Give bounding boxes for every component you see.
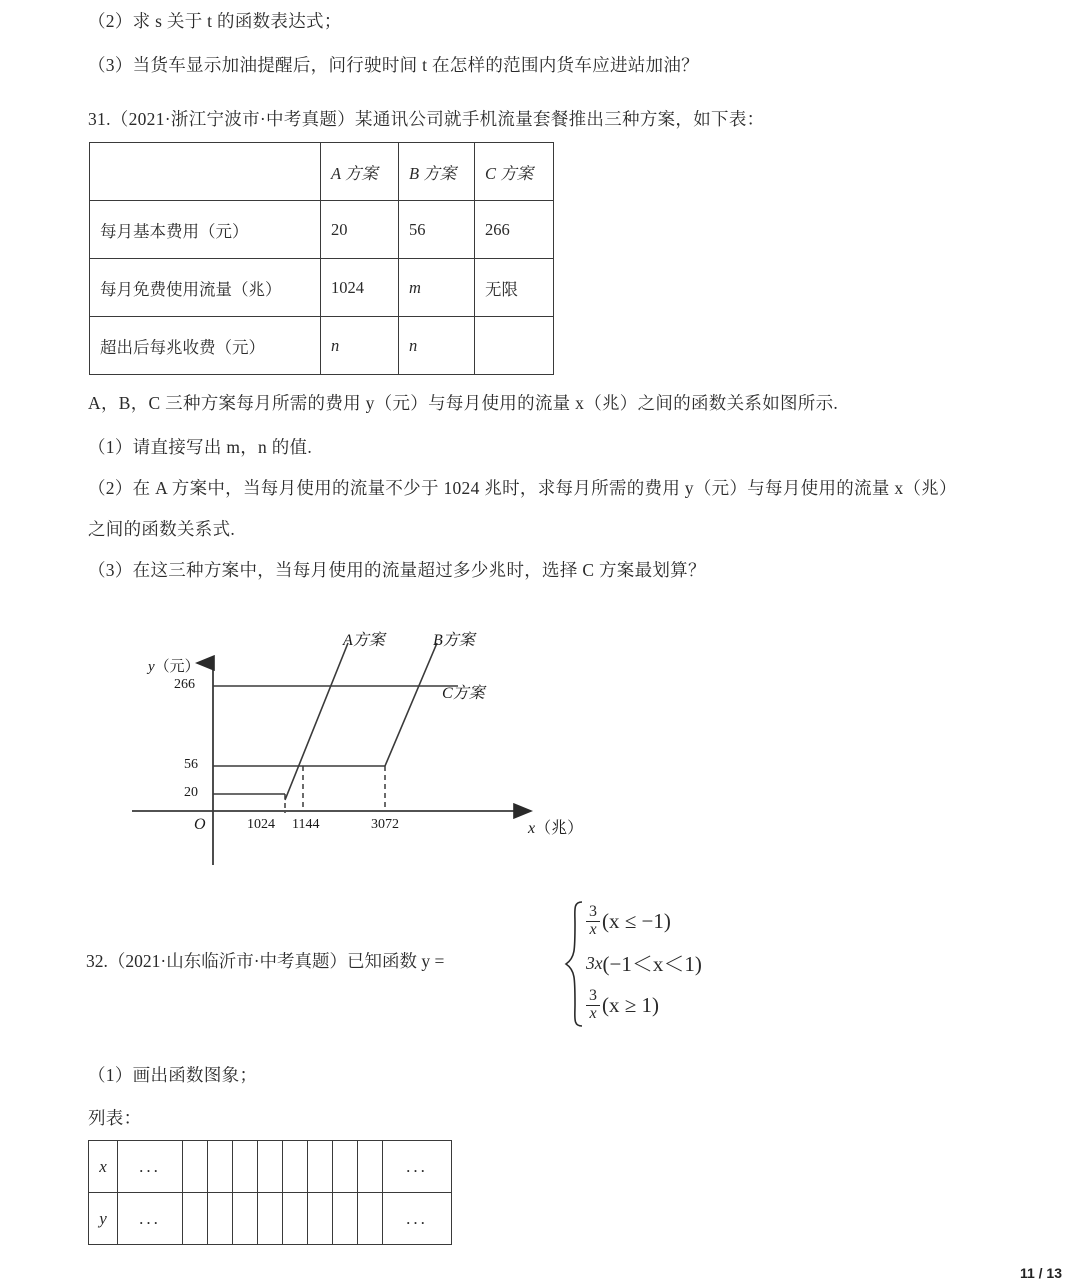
table-cell-empty[interactable] bbox=[283, 1193, 308, 1245]
y-tick-56: 56 bbox=[184, 757, 198, 772]
table-row bbox=[90, 201, 554, 259]
table-cell-header-b: B 方案 bbox=[399, 143, 475, 201]
table-row bbox=[90, 259, 554, 317]
origin-label: O bbox=[194, 816, 206, 833]
table-cell-label: 每月基本费用（元） bbox=[90, 201, 321, 259]
table-cell-empty[interactable] bbox=[208, 1193, 233, 1245]
table-cell-value: 1024 bbox=[321, 259, 399, 317]
table-cell-header-blank bbox=[90, 143, 321, 201]
table-cell-value: 56 bbox=[399, 201, 475, 259]
table-cell-value: n bbox=[321, 317, 399, 375]
table-row-header bbox=[90, 143, 554, 201]
case-row-1 bbox=[586, 900, 702, 942]
table-cell-empty[interactable] bbox=[333, 1193, 358, 1245]
q30-item2: （2）求 s 关于 t 的函数表达式； bbox=[88, 11, 342, 31]
table-cell-value: 20 bbox=[321, 201, 399, 259]
q31-lead: A，B，C 三种方案每月所需的费用 y（元）与每月使用的流量 x（兆）之间的函数关系如图所示. bbox=[88, 393, 839, 413]
x-tick-1024: 1024 bbox=[247, 817, 275, 832]
series-line-a-slope bbox=[285, 643, 348, 800]
series-label-c: C方案 bbox=[442, 685, 485, 702]
table-cell-key-x: x bbox=[89, 1141, 118, 1193]
page-footer: 11 / 13 bbox=[1019, 1265, 1062, 1281]
x-tick-3072: 3072 bbox=[371, 817, 399, 832]
table-cell-header-a: A 方案 bbox=[321, 143, 399, 201]
table-cell-empty[interactable] bbox=[233, 1141, 258, 1193]
table-cell-empty[interactable] bbox=[308, 1141, 333, 1193]
x-axis-label: x（兆） bbox=[528, 820, 584, 837]
q32-stem: 32.（2021·山东临沂市·中考真题）已知函数 y = bbox=[86, 951, 445, 971]
q31-item1: （1）请直接写出 m，n 的值. bbox=[88, 437, 313, 457]
y-tick-20: 20 bbox=[184, 785, 198, 800]
q32-xy-table bbox=[88, 1140, 452, 1245]
table-cell-empty[interactable] bbox=[308, 1193, 333, 1245]
table-cell-dots-right: ... bbox=[383, 1193, 452, 1245]
series-line-b-slope bbox=[385, 643, 437, 766]
table-cell-dots-right: ... bbox=[383, 1141, 452, 1193]
table-row-x bbox=[89, 1141, 452, 1193]
y-axis-label: y（元） bbox=[148, 659, 200, 675]
case-condition-3: (x ≥ 1) bbox=[602, 992, 660, 1017]
table-cell-value bbox=[475, 317, 554, 375]
q31-item2-line2: 之间的函数关系式. bbox=[88, 519, 236, 539]
q30-item3: （3）当货车显示加油提醒后，问行驶时间 t 在怎样的范围内货车应进站加油？ bbox=[88, 55, 699, 75]
series-label-a: A方案 bbox=[343, 632, 385, 649]
q31-stem: 31.（2021·浙江宁波市·中考真题）某通讯公司就手机流量套餐推出三种方案，如下表： bbox=[88, 109, 765, 129]
case-condition-2: (−1＜x＜1) bbox=[602, 952, 702, 976]
q32-item1: （1）画出函数图象； bbox=[88, 1065, 258, 1085]
q31-item3: （3）在这三种方案中，当每月使用的流量超过多少兆时，选择 C 方案最划算？ bbox=[88, 560, 706, 580]
table-cell-empty[interactable] bbox=[183, 1193, 208, 1245]
table-cell-value: m bbox=[399, 259, 475, 317]
q32-piecewise-cases bbox=[586, 900, 702, 1026]
table-cell-value: n bbox=[399, 317, 475, 375]
q31-figure bbox=[0, 600, 1080, 890]
table-cell-empty[interactable] bbox=[233, 1193, 258, 1245]
table-row-y bbox=[89, 1193, 452, 1245]
case-row-3 bbox=[586, 984, 702, 1026]
x-tick-1144: 1144 bbox=[292, 817, 320, 832]
case-brace-icon bbox=[562, 900, 586, 1028]
table-cell-header-c: C 方案 bbox=[475, 143, 554, 201]
table-cell-empty[interactable] bbox=[358, 1193, 383, 1245]
case-row-2 bbox=[586, 942, 702, 984]
q31-item2-line1: （2）在 A 方案中，当每月使用的流量不少于 1024 兆时，求每月所需的费用 y（元）与每月使用的流量 x（兆） bbox=[88, 478, 957, 498]
cost-flow-line-chart bbox=[0, 600, 1080, 890]
table-cell-empty[interactable] bbox=[283, 1141, 308, 1193]
table-cell-empty[interactable] bbox=[333, 1141, 358, 1193]
table-cell-empty[interactable] bbox=[258, 1141, 283, 1193]
table-cell-value: 无限 bbox=[475, 259, 554, 317]
case-expr-2: 3x bbox=[586, 952, 603, 973]
q32-list-label: 列表： bbox=[88, 1108, 142, 1128]
table-cell-empty[interactable] bbox=[183, 1141, 208, 1193]
table-cell-key-y: y bbox=[89, 1193, 118, 1245]
table-cell-label: 每月免费使用流量（兆） bbox=[90, 259, 321, 317]
table-cell-empty[interactable] bbox=[208, 1141, 233, 1193]
fraction-3-over-x: $\frac{3}{x}$ bbox=[586, 988, 600, 1023]
table-cell-empty[interactable] bbox=[258, 1193, 283, 1245]
table-cell-dots-left: ... bbox=[118, 1141, 183, 1193]
case-condition-1: (x ≤ −1) bbox=[602, 908, 671, 933]
y-tick-266: 266 bbox=[174, 677, 195, 692]
table-cell-value: 266 bbox=[475, 201, 554, 259]
table-cell-label: 超出后每兆收费（元） bbox=[90, 317, 321, 375]
q31-plan-table bbox=[89, 142, 554, 375]
table-cell-empty[interactable] bbox=[358, 1141, 383, 1193]
table-row bbox=[90, 317, 554, 375]
fraction-3-over-x: $\frac{3}{x}$ bbox=[586, 904, 600, 939]
q32-block bbox=[86, 900, 986, 1040]
table-cell-dots-left: ... bbox=[118, 1193, 183, 1245]
series-label-b: B方案 bbox=[433, 632, 475, 649]
